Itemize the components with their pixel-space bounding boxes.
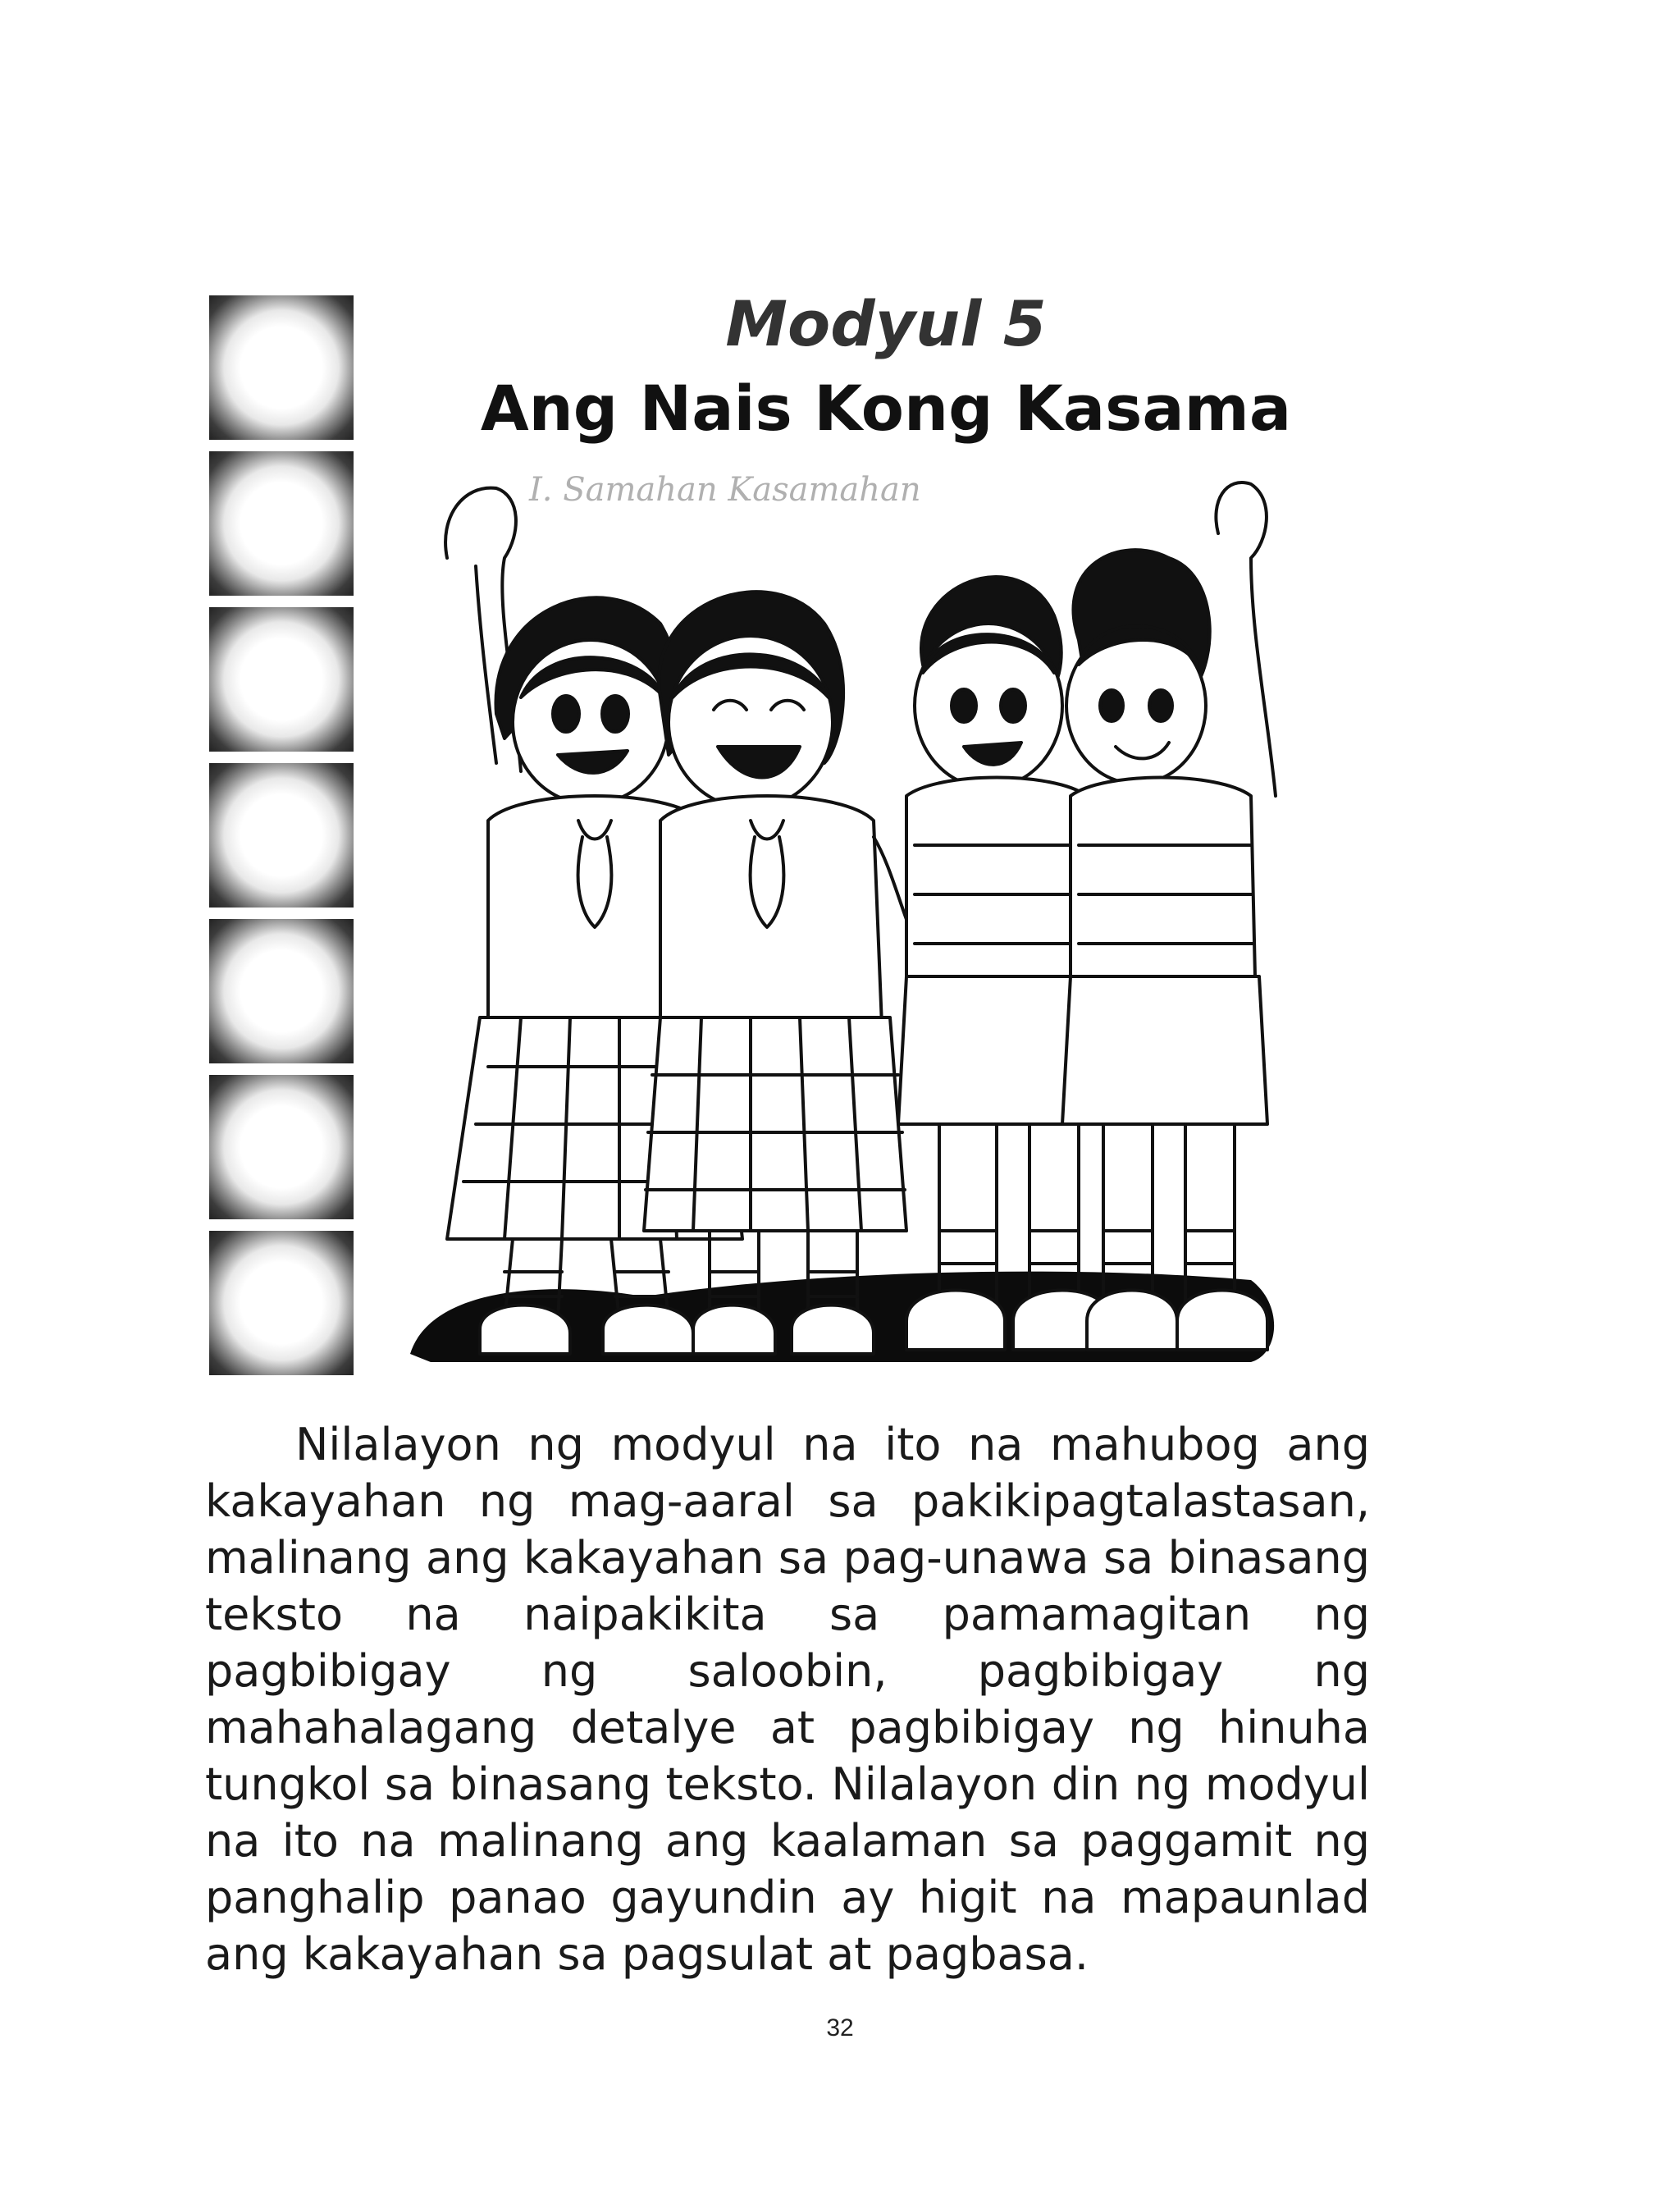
- film-strip-decoration: [209, 295, 357, 1378]
- page-number: 32: [826, 2014, 854, 2041]
- film-frame: [209, 451, 354, 596]
- handwritten-caption: I. Samahan Kasamahan: [529, 471, 921, 509]
- module-title: Ang Nais Kong Kasama: [480, 372, 1292, 445]
- title-block: [459, 283, 1312, 451]
- module-number: Modyul 5: [725, 287, 1047, 360]
- film-frame: [209, 919, 354, 1063]
- boy-two-figure: [1062, 482, 1276, 1350]
- children-illustration: [398, 451, 1292, 1395]
- film-frame: [209, 295, 354, 440]
- film-frame: [209, 1075, 354, 1219]
- film-frame: [209, 1231, 354, 1375]
- film-frame: [209, 607, 354, 752]
- film-frame: [209, 763, 354, 908]
- intro-paragraph: Nilalayon ng modyul na ito na mahubog ang kakayahan ng mag-aaral sa pakikipagtalastasan, malinang ang kakayahan sa pag-unawa sa binasang teksto na naipakikita sa pamamagitan ng pagbibigay ng saloobin, pagbibigay ng mahahalagang detalye at pagbibigay ng hinuha tungkol sa binasang teksto. Nilalayon din ng modyul na ito na malinang ang kaalaman sa paggamit ng panghalip panao gayundin ay higit na mapaunlad ang kakayahan sa pagsulat at pagbasa.: [205, 1419, 1370, 1980]
